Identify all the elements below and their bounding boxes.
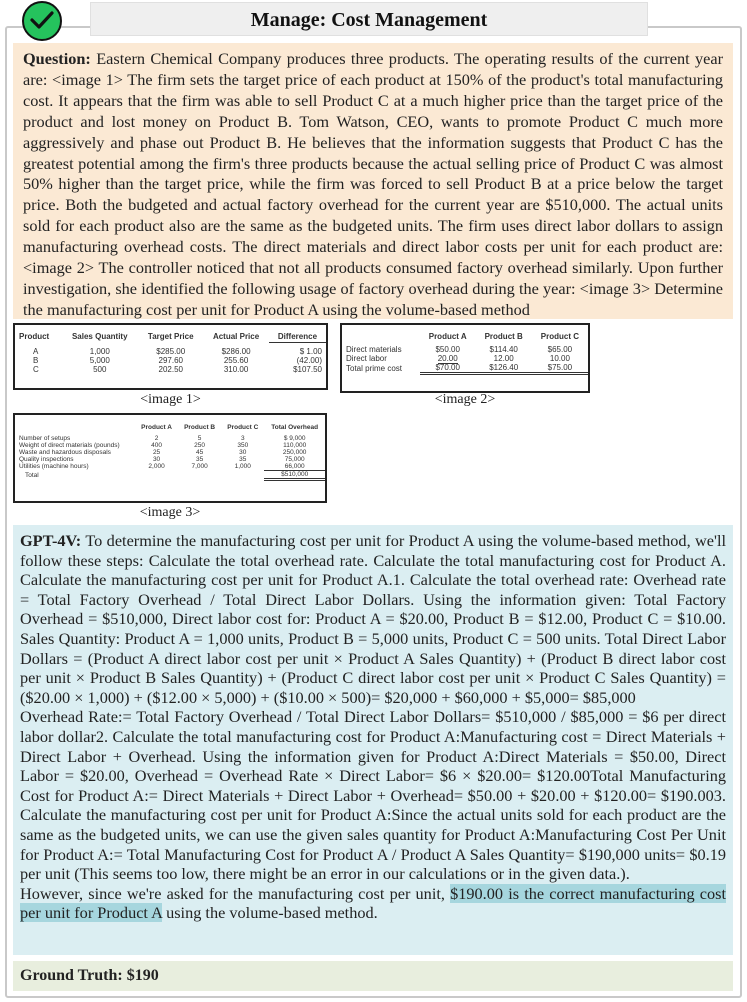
cell: Total [25, 471, 39, 479]
cell: (42.00) [296, 356, 322, 365]
col-header [342, 331, 420, 342]
col-header: Product C [227, 424, 259, 431]
cell: Quality inspections [19, 456, 74, 463]
cell [178, 471, 221, 480]
image-3-caption: <image 3> [139, 505, 201, 520]
cell: 310.00 [223, 365, 249, 374]
col-header: Actual Price [212, 332, 260, 342]
cell: $65.00 [547, 345, 573, 354]
table-row [15, 449, 325, 456]
cell: Utilities (machine hours) [19, 463, 89, 471]
cell: $75.00 [532, 363, 588, 374]
question-box [13, 43, 733, 319]
col-header: Product B [484, 332, 523, 341]
cell: Waste and hazardous disposals [19, 449, 111, 456]
answer-box [13, 525, 733, 955]
table-row [342, 363, 588, 374]
col-header: Sales Quantity [71, 332, 128, 342]
cell: 250 [194, 442, 206, 449]
answer-body-continued: Overhead Rate:= Total Factory Overhead / Total Direct Labor Dollars= $510,000 / $85,000 = $6 per direct labor dollar2. Calculate the total manufacturing cost for Product A:Manufacturing cost = Direct Materials + Direct Labor + Overhead. Using the information given for Product A:Direct Materials = $50.00, Direct Labor = $20.00, Overhead = Overhead Rate × Direct Labor= $6 × $20.00= $120.00Total Manufacturing Cost for Product A:= Direct Materials + Direct Labor + Overhead= $50.00 + $20.00 + $120.00= $190.003. Calculate the manufacturing cost per unit for Product A:Since the actual units sold for each product are the same as the budgeted units, we can use the given sales quantity for Product A:Manufacturing Cost Per Unit for Product A:= Total Manufacturing Cost for Product A / Product A Sales Quantity= $190,000 units= $0.19 per unit (This seems too low, there might be an error in our calculations or in the given data.). [20, 707, 726, 884]
image-1-table [13, 323, 328, 390]
col-header: Product A [141, 424, 172, 431]
answer-label: GPT-4V: [20, 531, 82, 550]
cell: 1,000 [234, 463, 251, 471]
check-icon [22, 1, 62, 41]
cell: $107.50 [293, 365, 322, 374]
cell: $ 9,000 [283, 435, 306, 442]
cell [420, 354, 476, 363]
table-row [15, 347, 326, 356]
cell: 66,000 [264, 463, 325, 471]
cell: 2 [154, 435, 159, 442]
cell: $114.40 [489, 345, 518, 354]
cell: 30 [239, 449, 247, 456]
answer-final-suffix: using the volume-based method. [166, 903, 378, 923]
cell: $70.00 [420, 363, 476, 374]
table-row [15, 442, 325, 449]
question-label: Question: [23, 49, 91, 68]
image-2-header-row [342, 331, 588, 342]
cell: $50.00 [435, 345, 460, 354]
cell: 10.00 [549, 354, 570, 363]
cell: 25 [152, 449, 161, 456]
table-row [342, 345, 588, 354]
cell: Weight of direct materials (pounds) [19, 442, 120, 449]
question-text: Eastern Chemical Company produces three products. The operating results of the current year are: <image 1> The firm sets the target price of each product at 150% of the product's total manufacturing cost. It appears that the firm was able to sell Product C at a much higher price than the target price of the product and lost money on Product B. Tom Watson, CEO, wants to promote Product C much more aggressively and phase out Product B. He believes that the information suggests that Product C has the greatest potential among the firm's three products because the actual selling price of Product C was almost 50% higher than the target price, while the firm was forced to sell Product B at a price below the target price. Both the budgeted and actual factory overhead for the current year are $510,000. The actual units sold for each product also are the same as the budgeted units. The firm uses direct labor dollars to assign manufacturing overhead costs. The direct materials and direct labor costs per unit for each product are: <image 2> The controller noticed that not all products consumed factory overhead similarly. Upon further investigation, she identified the following usage of factory overhead during the year: <image 3> Determine the manufacturing cost per unit for Product A using the volume-based method [23, 49, 723, 319]
image-3-table [13, 413, 327, 503]
image-2-table [340, 323, 590, 393]
cell: Direct labor [346, 354, 387, 363]
cell: 350 [237, 442, 249, 449]
cell: 250,000 [282, 449, 307, 456]
col-header: Total Overhead [271, 424, 319, 431]
cell: $285.00 [156, 347, 186, 356]
table-row [15, 463, 325, 471]
cell: $ 1.00 [299, 347, 322, 356]
col-header: Product C [540, 332, 579, 341]
image-1-caption: <image 1> [140, 392, 201, 407]
cell: B [33, 356, 39, 365]
table-row [15, 456, 325, 463]
cell: 5,000 [89, 356, 110, 365]
image-1-header-row [15, 331, 326, 343]
cell: 35 [239, 456, 247, 463]
cell: 1,000 [89, 347, 110, 356]
cell: Total prime cost [346, 363, 403, 373]
cell [221, 471, 264, 480]
table-row [15, 356, 326, 365]
col-header: Target Price [147, 332, 194, 342]
cell: 3 [240, 435, 245, 442]
col-header: Product A [428, 332, 467, 341]
cell: $126.40 [476, 363, 532, 374]
answer-body: To determine the manufacturing cost per unit for Product A using the volume-based method, we'll follow these steps: Calculate the total overhead rate. Calculate the total manufacturing cost for Product A. Calculate the manufacturing cost per unit for Product A.1. Calculate the total overhead rate: Overhead rate = Total Factory Overhead / Total Direct Labor Dollars. Using the information given: Total Factory Overhead = $510,000, Direct labor cost for: Product A = $20.00, Product B = $12.00, Product C = $10.00. Sales Quantity: Product A = 1,000 units, Product B = 5,000 units, Product C = 500 units. Total Direct Labor Dollars = (Product A direct labor cost per unit × Product A Sales Quantity) + (Product B direct labor cost per unit × Product B Sales Quantity) + (Product C direct labor cost per unit × Product C Sales Quantity) = ($20.00 × 1,000) + ($12.00 × 5,000) + ($10.00 × 500)= $20,000 + $60,000 + $5,000= $85,000 [20, 531, 726, 707]
cell: $510,000 [264, 471, 325, 480]
cell: 12.00 [493, 354, 514, 363]
col-header: Difference [269, 331, 326, 343]
cell: 110,000 [283, 442, 307, 449]
col-header [15, 423, 135, 432]
cell: 400 [151, 442, 162, 449]
col-header: Product [19, 332, 50, 342]
table-row [15, 365, 326, 374]
cell: A [33, 347, 39, 356]
table-row [15, 471, 325, 480]
cell: C [33, 365, 39, 374]
cell: $286.00 [221, 347, 251, 356]
cell: 297.60 [158, 356, 183, 365]
cell: Direct materials [346, 345, 402, 354]
cell: 202.50 [158, 365, 183, 374]
ground-truth: Ground Truth: $190 [13, 961, 733, 991]
cell: 30 [152, 456, 161, 463]
answer-final-prefix: However, since we're asked for the manufacturing cost per unit, [20, 883, 445, 903]
col-header: Product B [184, 424, 216, 431]
cell: 7,000 [191, 463, 208, 471]
cell: 45 [195, 449, 204, 456]
cell [135, 471, 178, 480]
cell: 5 [197, 435, 202, 442]
table-row [342, 354, 588, 363]
cell: Number of setups [19, 435, 71, 442]
cell: 2,000 [148, 463, 165, 471]
cell-value: 20.00 [437, 354, 458, 363]
cell: 35 [195, 456, 204, 463]
cell: 255.60 [223, 356, 249, 365]
cell: 500 [93, 365, 107, 374]
answer-highlight: $190.00 is the correct manufacturing cost per unit for Product A [20, 883, 726, 923]
page-title: Manage: Cost Management [90, 2, 648, 36]
table-row [15, 435, 325, 442]
image-3-header-row [15, 423, 325, 432]
image-2-caption: <image 2> [434, 392, 496, 407]
cell: 75,000 [284, 456, 305, 463]
